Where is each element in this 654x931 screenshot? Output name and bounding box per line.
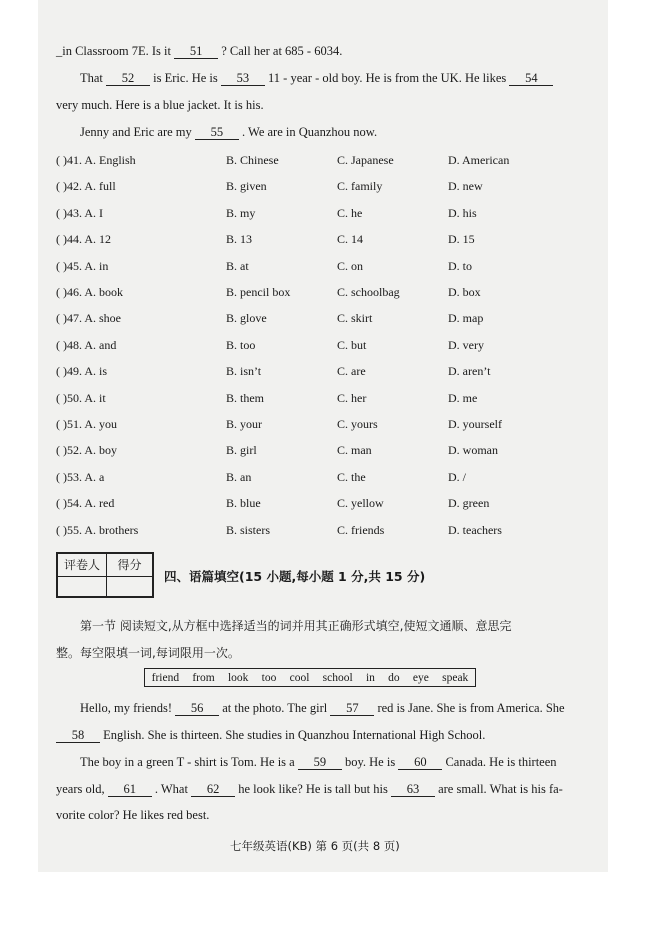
passage-line-1 bbox=[56, 44, 342, 59]
text: years old, bbox=[56, 782, 108, 796]
text: at the photo. The girl bbox=[219, 701, 331, 715]
blank-57: 57 bbox=[330, 702, 374, 716]
question-option-a: ( )54. A. red bbox=[56, 496, 115, 511]
question-option-d: D. / bbox=[448, 469, 466, 484]
question-option-c: C. yours bbox=[337, 417, 378, 431]
question-option-b: B. pencil box bbox=[226, 285, 291, 299]
word-bank-item: eye bbox=[412, 671, 429, 684]
blank-62: 62 bbox=[191, 783, 235, 797]
text: ? Call her at 685 - 6034. bbox=[218, 44, 343, 58]
question-option-a: ( )42. A. full bbox=[56, 179, 116, 194]
question-option-a: ( )48. A. and bbox=[56, 337, 117, 352]
question-row bbox=[56, 206, 576, 224]
question-option-d: D. box bbox=[448, 285, 481, 299]
question-option-d: D. teachers bbox=[448, 522, 502, 537]
blank-58: 58 bbox=[56, 729, 100, 743]
word-bank-item: friend bbox=[151, 671, 180, 684]
question-option-c: C. 14 bbox=[337, 232, 364, 247]
blank-60: 60 bbox=[398, 756, 442, 770]
question-option-d: D. American bbox=[448, 153, 510, 167]
question-option-a: ( )45. A. in bbox=[56, 258, 109, 273]
section-title: 四、语篇填空(15 小题,每小题 1 分,共 15 分) bbox=[164, 569, 426, 584]
word-bank-item: do bbox=[388, 671, 400, 684]
text: . We are in Quanzhou now. bbox=[238, 125, 378, 139]
question-row bbox=[56, 259, 576, 277]
word-bank-item: look bbox=[227, 671, 249, 684]
question-option-b: B. Chinese bbox=[226, 153, 279, 167]
question-option-b: B. my bbox=[226, 205, 256, 220]
question-row bbox=[56, 417, 576, 435]
word-bank-item: speak bbox=[442, 671, 469, 684]
question-option-c: C. friends bbox=[337, 522, 385, 537]
question-option-b: B. isn’t bbox=[226, 364, 262, 379]
question-option-c: C. on bbox=[337, 258, 364, 273]
section-instruction: 整。每空限填一词,每词限用一次。 bbox=[56, 646, 240, 660]
blank-52: 52 bbox=[106, 72, 150, 86]
question-option-c: C. man bbox=[337, 443, 372, 458]
question-option-b: B. your bbox=[226, 417, 262, 431]
question-row bbox=[56, 391, 576, 409]
question-option-d: D. yourself bbox=[448, 417, 502, 431]
question-option-b: B. an bbox=[226, 469, 252, 484]
word-bank-item: from bbox=[192, 671, 215, 684]
text: are small. What is his fa- bbox=[434, 782, 563, 796]
question-option-d: D. map bbox=[448, 311, 484, 326]
text: That bbox=[80, 71, 107, 85]
question-row bbox=[56, 364, 576, 382]
text: _in Classroom 7E. Is it bbox=[56, 44, 175, 58]
question-option-a: ( )51. A. you bbox=[56, 417, 117, 431]
question-option-c: C. schoolbag bbox=[337, 285, 400, 299]
text: The boy in a green T - shirt is Tom. He is a bbox=[80, 755, 298, 769]
page-footer: 七年级英语(KB) 第 6 页(共 8 页) bbox=[230, 839, 400, 853]
blank-55: 55 bbox=[195, 126, 239, 140]
question-option-d: D. woman bbox=[448, 443, 498, 458]
question-option-d: D. green bbox=[448, 496, 490, 511]
question-option-c: C. yellow bbox=[337, 496, 384, 511]
question-option-d: D. very bbox=[448, 337, 484, 352]
question-option-b: B. blue bbox=[226, 496, 261, 511]
question-option-a: ( )46. A. book bbox=[56, 285, 123, 299]
question-option-a: ( )43. A. I bbox=[56, 205, 103, 220]
blank-51: 51 bbox=[174, 45, 218, 59]
question-row bbox=[56, 338, 576, 356]
table-divider bbox=[58, 576, 152, 577]
question-option-c: C. family bbox=[337, 179, 383, 194]
word-bank-item: cool bbox=[289, 671, 310, 684]
question-option-c: C. Japanese bbox=[337, 153, 394, 167]
question-row bbox=[56, 523, 576, 541]
question-option-b: B. sisters bbox=[226, 522, 271, 537]
text: Canada. He is thirteen bbox=[442, 755, 557, 769]
passage-line bbox=[80, 701, 565, 716]
passage-line: vorite color? He likes red best. bbox=[56, 808, 210, 822]
text: boy. He is bbox=[341, 755, 399, 769]
passage-line-3: very much. Here is a blue jacket. It is his. bbox=[56, 98, 264, 112]
table-divider bbox=[106, 576, 107, 596]
score-table bbox=[56, 552, 154, 598]
question-option-c: C. her bbox=[337, 390, 367, 405]
question-option-d: D. aren’t bbox=[448, 364, 491, 379]
blank-59: 59 bbox=[298, 756, 342, 770]
score-header: 得分 bbox=[117, 558, 142, 572]
section-instruction: 第一节 阅读短文,从方框中选择适当的词并用其正确形式填空,使短文通顺、意思完 bbox=[80, 619, 512, 633]
question-option-b: B. glove bbox=[226, 311, 267, 326]
passage-line-4 bbox=[80, 125, 377, 140]
question-option-d: D. new bbox=[448, 179, 483, 194]
question-row bbox=[56, 285, 576, 303]
question-row bbox=[56, 496, 576, 514]
question-row bbox=[56, 443, 576, 461]
blank-61: 61 bbox=[108, 783, 152, 797]
question-option-d: D. me bbox=[448, 390, 478, 405]
question-option-a: ( )52. A. boy bbox=[56, 443, 117, 458]
question-option-c: C. the bbox=[337, 469, 366, 484]
question-option-d: D. 15 bbox=[448, 232, 475, 247]
question-row bbox=[56, 179, 576, 197]
blank-54: 54 bbox=[509, 72, 553, 86]
question-row bbox=[56, 153, 576, 171]
question-option-b: B. them bbox=[226, 390, 264, 405]
question-option-b: B. too bbox=[226, 337, 256, 352]
word-bank bbox=[144, 668, 476, 687]
question-option-c: C. skirt bbox=[337, 311, 373, 326]
passage-line bbox=[56, 728, 485, 743]
question-option-c: C. he bbox=[337, 205, 363, 220]
text: English. She is thirteen. She studies in Quanzhou International High School. bbox=[100, 728, 486, 742]
question-option-a: ( )53. A. a bbox=[56, 469, 105, 484]
question-option-b: B. 13 bbox=[226, 232, 253, 247]
question-option-a: ( )49. A. is bbox=[56, 364, 107, 379]
passage-line-2 bbox=[80, 71, 553, 86]
passage-line bbox=[80, 755, 557, 770]
word-bank-item: in bbox=[365, 671, 375, 684]
text: 11 - year - old boy. He is from the UK. He likes bbox=[264, 71, 510, 85]
question-option-a: ( )41. A. English bbox=[56, 153, 136, 167]
text: . What bbox=[151, 782, 192, 796]
question-row bbox=[56, 470, 576, 488]
text: he look like? He is tall but his bbox=[235, 782, 391, 796]
question-option-b: B. at bbox=[226, 258, 249, 273]
question-option-b: B. girl bbox=[226, 443, 257, 458]
word-bank-item: school bbox=[322, 671, 353, 684]
word-bank-item: too bbox=[261, 671, 277, 684]
blank-56: 56 bbox=[175, 702, 219, 716]
question-row bbox=[56, 311, 576, 329]
text: Hello, my friends! bbox=[80, 701, 176, 715]
question-option-d: D. his bbox=[448, 205, 477, 220]
question-option-d: D. to bbox=[448, 258, 472, 273]
text: red is Jane. She is from America. She bbox=[374, 701, 565, 715]
question-row bbox=[56, 232, 576, 250]
text: Jenny and Eric are my bbox=[80, 125, 195, 139]
question-option-c: C. are bbox=[337, 364, 366, 379]
question-option-a: ( )55. A. brothers bbox=[56, 522, 139, 537]
question-option-c: C. but bbox=[337, 337, 367, 352]
question-option-b: B. given bbox=[226, 179, 267, 194]
grader-header: 评卷人 bbox=[58, 554, 107, 577]
text: is Eric. He is bbox=[150, 71, 221, 85]
question-option-a: ( )50. A. it bbox=[56, 390, 106, 405]
question-option-a: ( )44. A. 12 bbox=[56, 232, 111, 247]
blank-63: 63 bbox=[391, 783, 435, 797]
passage-line bbox=[56, 782, 563, 797]
blank-53: 53 bbox=[221, 72, 265, 86]
question-option-a: ( )47. A. shoe bbox=[56, 311, 121, 326]
